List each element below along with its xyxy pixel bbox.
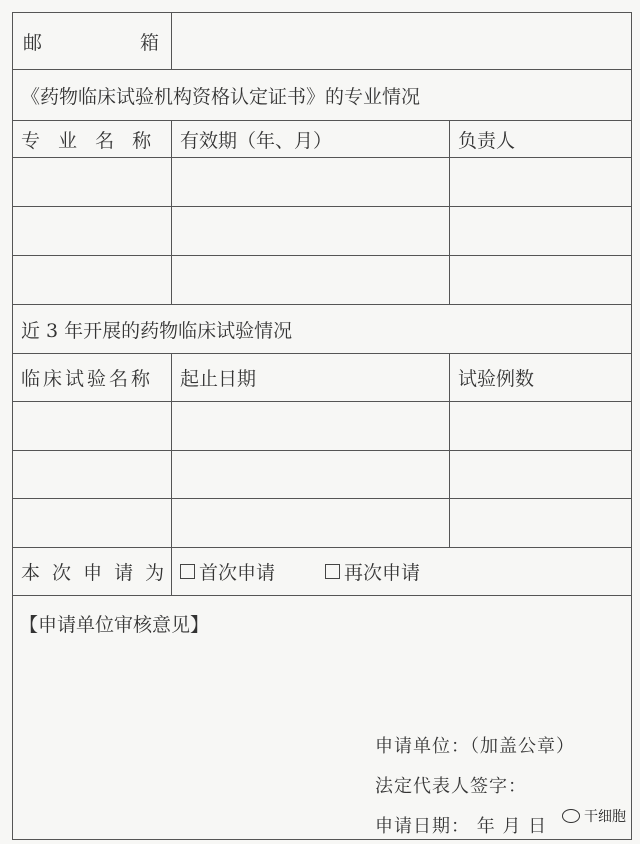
trials-section-title: 近 3 年开展的药物临床试验情况 xyxy=(21,319,293,342)
application-date-label: 申请日期： 年 月 日 xyxy=(375,816,548,837)
review-section xyxy=(13,596,631,841)
certificate-header-name: 专 业 名 称 xyxy=(21,129,158,152)
certificate-row xyxy=(13,207,631,256)
certificate-row xyxy=(13,256,631,305)
mailbox-label-left: 邮 xyxy=(23,31,43,54)
first-application-checkbox[interactable] xyxy=(180,564,195,579)
trials-row xyxy=(13,451,631,499)
application-options xyxy=(171,548,633,595)
first-application-option[interactable] xyxy=(180,558,275,585)
first-application-label: 首次申请 xyxy=(199,562,276,584)
applicant-unit-label: 申请单位：（加盖公章） xyxy=(375,736,575,757)
trials-cell-dates[interactable] xyxy=(171,451,449,498)
certificate-cell-name[interactable] xyxy=(13,207,171,255)
certificate-header-owner: 负责人 xyxy=(449,121,633,157)
mailbox-row xyxy=(13,13,631,70)
certificate-cell-owner[interactable] xyxy=(449,207,633,255)
trials-row xyxy=(13,499,631,548)
certificate-cell-validity[interactable] xyxy=(171,158,449,206)
trials-row xyxy=(13,402,631,451)
legal-representative-signature-label: 法定代表人签字： xyxy=(375,776,527,797)
trials-cell-name[interactable] xyxy=(13,499,171,547)
application-form xyxy=(12,12,632,840)
repeat-application-option[interactable] xyxy=(325,558,420,585)
certificate-section-title-row xyxy=(13,70,631,121)
trials-cell-cases[interactable] xyxy=(449,451,633,498)
repeat-application-label: 再次申请 xyxy=(344,562,421,584)
application-type-row xyxy=(13,548,631,596)
trials-cell-name[interactable] xyxy=(13,402,171,450)
mailbox-value[interactable] xyxy=(171,13,633,69)
trials-cell-dates[interactable] xyxy=(171,402,449,450)
certificate-header-row xyxy=(13,121,631,158)
repeat-application-checkbox[interactable] xyxy=(325,564,340,579)
certificate-cell-owner[interactable] xyxy=(449,256,633,304)
certificate-section-title: 《药物临床试验机构资格认定证书》的专业情况 xyxy=(21,85,421,108)
trials-header-name: 临床试验名称 xyxy=(21,368,154,390)
certificate-cell-name[interactable] xyxy=(13,158,171,206)
trials-cell-cases[interactable] xyxy=(449,499,633,547)
wechat-icon xyxy=(562,809,580,823)
certificate-row xyxy=(13,158,631,207)
certificate-header-validity: 有效期（年、月） xyxy=(171,121,449,157)
certificate-cell-name[interactable] xyxy=(13,256,171,304)
review-title: 【申请单位审核意见】 xyxy=(19,614,210,636)
trials-header-dates: 起止日期 xyxy=(171,354,449,401)
certificate-cell-validity[interactable] xyxy=(171,207,449,255)
trials-header-cases: 试验例数 xyxy=(449,354,633,401)
watermark-text: 干细胞 xyxy=(584,809,626,825)
mailbox-label-right: 箱 xyxy=(139,31,159,54)
application-type-label: 本 次 申 请 为 xyxy=(21,562,168,584)
trials-header-row xyxy=(13,354,631,402)
watermark xyxy=(562,806,626,826)
trials-section-title-row xyxy=(13,305,631,354)
trials-cell-dates[interactable] xyxy=(171,499,449,547)
certificate-cell-validity[interactable] xyxy=(171,256,449,304)
certificate-cell-owner[interactable] xyxy=(449,158,633,206)
trials-cell-cases[interactable] xyxy=(449,402,633,450)
trials-cell-name[interactable] xyxy=(13,451,171,498)
mailbox-label xyxy=(13,13,171,69)
